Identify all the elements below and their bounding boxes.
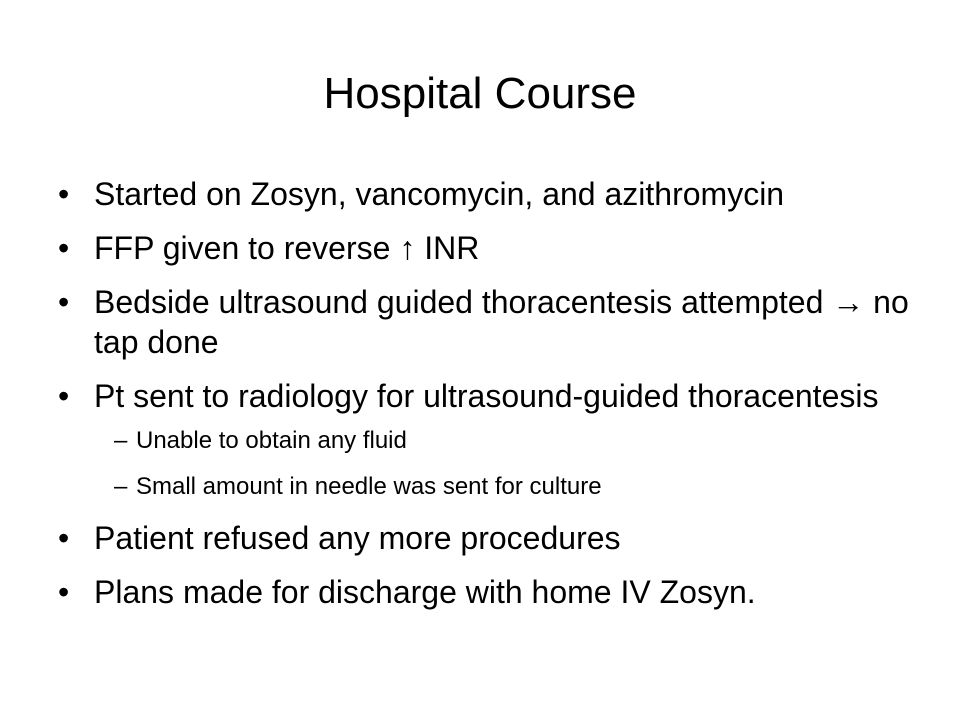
bullet-text: INR bbox=[415, 230, 480, 266]
sub-bullet-item bbox=[94, 472, 918, 502]
bullet-text: no tap done bbox=[94, 284, 909, 360]
sub-bullet-item bbox=[94, 426, 918, 456]
bullet-text: FFP given to reverse bbox=[94, 230, 400, 266]
bullet-icon: • bbox=[58, 284, 70, 320]
bullet-text: Patient refused any more procedures bbox=[94, 520, 621, 556]
bullet-icon: • bbox=[58, 378, 70, 414]
bullet-icon: • bbox=[58, 520, 70, 556]
dash-icon: – bbox=[114, 427, 128, 454]
arrow-up-icon: ↑ bbox=[399, 230, 416, 266]
bullet-list bbox=[58, 174, 918, 626]
bullet-text: Pt sent to radiology for ultrasound-guided thoracentesis bbox=[94, 378, 879, 414]
bullet-text: Plans made for discharge with home IV Zosyn. bbox=[94, 574, 756, 610]
bullet-text: Bedside ultrasound guided thoracentesis attempted bbox=[94, 284, 833, 320]
bullet-icon: • bbox=[58, 176, 70, 212]
arrow-right-icon: → bbox=[832, 284, 865, 320]
bullet-item-discharge bbox=[58, 572, 918, 612]
bullet-item-antibiotics bbox=[58, 174, 918, 214]
bullet-item-bedside-thoracentesis bbox=[58, 282, 918, 362]
sub-bullet-text: Unable to obtain any fluid bbox=[136, 427, 407, 454]
bullet-text: Started on Zosyn, vancomycin, and azithromycin bbox=[94, 176, 785, 212]
sub-bullet-text: Small amount in needle was sent for culture bbox=[136, 473, 602, 500]
bullet-item-ffp bbox=[58, 228, 918, 268]
slide-title: Hospital Course bbox=[323, 69, 637, 118]
bullet-item-radiology bbox=[58, 376, 918, 502]
bullet-icon: • bbox=[58, 230, 70, 266]
bullet-item-refused bbox=[58, 518, 918, 558]
bullet-icon: • bbox=[58, 574, 70, 610]
sub-bullet-list bbox=[94, 426, 918, 502]
dash-icon: – bbox=[114, 473, 128, 500]
